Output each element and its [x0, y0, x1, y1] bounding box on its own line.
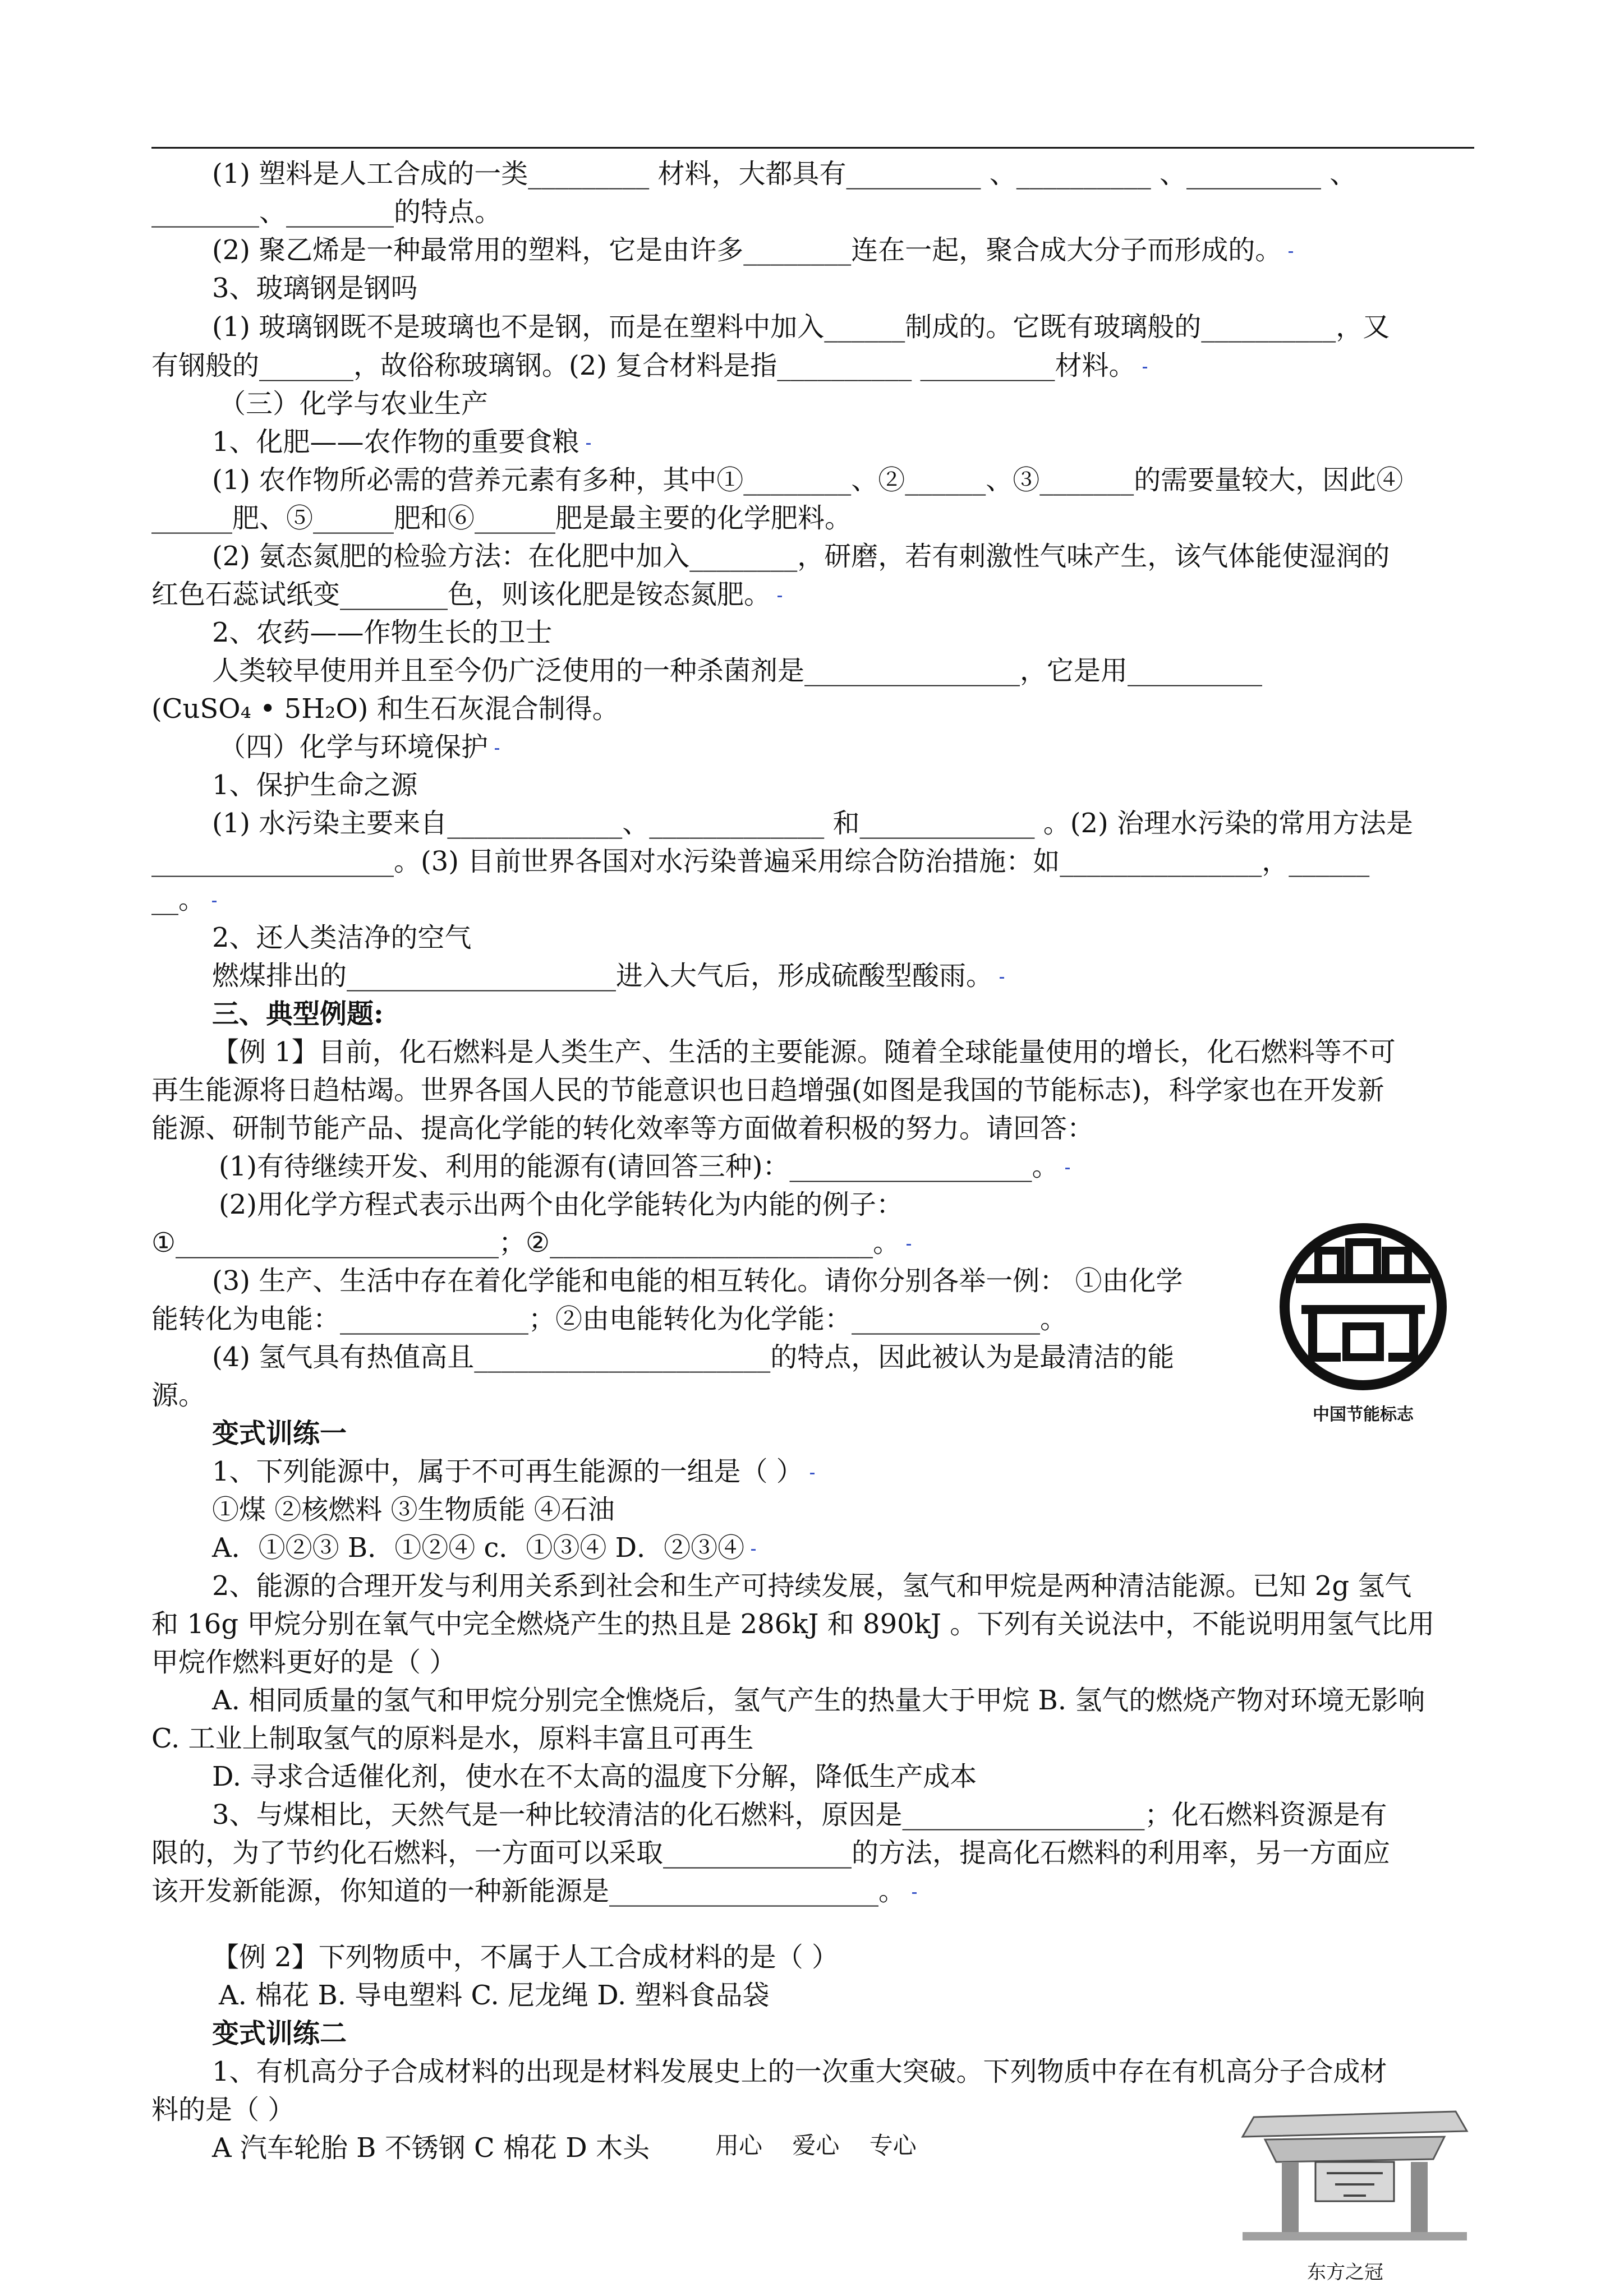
- footer-motto: 用心 爱心 专心: [715, 2132, 917, 2159]
- text-line: 甲烷作燃料更好的是（ ）: [151, 1647, 457, 1678]
- text-line: ①________________________；②________________________。: [151, 1226, 911, 1260]
- text-line: (CuSO₄ • 5H₂O) 和生石灰混合制得。: [151, 693, 619, 725]
- text-line: 1、有机高分子合成材料的出现是材料发展史上的一次重大突破。下列物质中存在有机高分子合成材: [212, 2056, 1387, 2087]
- text-line: 燃煤排出的____________________进入大气后，形成硫酸型酸雨。: [212, 959, 1004, 993]
- text-line: (2) 氨态氮肥的检验方法：在化肥中加入________，研磨，若有刺激性气味产生，该气体能使湿润的: [212, 541, 1390, 572]
- section-heading: 三、典型例题:: [212, 998, 384, 1030]
- text-line: 再生能源将日趋枯竭。世界各国人民的节能意识也日趋增强(如图是我国的节能标志)，科学家也在开发新: [151, 1075, 1384, 1106]
- text-line: A．①②③ B．①②④ c．①③④ D．②③④: [212, 1531, 756, 1565]
- text-line: A. 棉花 B. 导电塑料 C. 尼龙绳 D. 塑料食品袋: [219, 1980, 770, 2011]
- pavilion-image: [1231, 2106, 1478, 2246]
- header-rule: [151, 147, 1474, 149]
- section-heading: 变式训练二: [212, 2018, 347, 2049]
- text-line: (1) 塑料是人工合成的一类_________ 材料，大都具有__________ 、__________ 、__________ 、: [212, 158, 1357, 190]
- text-line: __________________。(3) 目前世界各国对水污染普遍采用综合防治措施：如_______________，______: [151, 846, 1370, 877]
- energy-saving-logo: [1279, 1211, 1447, 1402]
- text-line: ______肥、⑤______肥和⑥______肥是最主要的化学肥料。: [151, 502, 852, 534]
- text-line: (1) 玻璃钢既不是玻璃也不是钢，而是在塑料中加入______制成的。它既有玻璃般的__________，又: [212, 311, 1390, 343]
- text-line: D. 寻求合适催化剂，使水在不太高的温度下分解，降低生产成本: [212, 1761, 977, 1792]
- text-line: 3、玻璃钢是钢吗: [212, 273, 418, 304]
- text-line: 1、保护生命之源: [212, 769, 418, 801]
- text-line: __。: [151, 883, 217, 916]
- text-line: 【例 1】目前，化石燃料是人类生产、生活的主要能源。随着全球能量使用的增长，化石燃料等不可: [212, 1036, 1396, 1068]
- text-line: 1、化肥——农作物的重要食粮: [212, 425, 591, 459]
- text-line: 能源、研制节能产品、提高化学能的转化效率等方面做着积极的努力。请回答：: [151, 1113, 1094, 1144]
- text-line: ________、________的特点。: [151, 196, 502, 228]
- text-line: (1)有待继续开发、利用的能源有(请回答三种)：__________________。: [219, 1150, 1070, 1183]
- text-line: 和 16g 甲烷分别在氧气中完全燃烧产生的热且是 286kJ 和 890kJ 。下列有关说法中，不能说明用氢气比用: [151, 1608, 1435, 1640]
- text-line: 2、农药——作物生长的卫士: [212, 617, 553, 648]
- text-line: 该开发新能源，你知道的一种新能源是____________________。: [151, 1874, 917, 1908]
- text-line: 人类较早使用并且至今仍广泛使用的一种杀菌剂是________________，它是用__________: [212, 655, 1263, 686]
- text-line: 限的，为了节约化石燃料，一方面可以采取______________的方法，提高化石燃料的利用率，另一方面应: [151, 1837, 1391, 1869]
- text-line: (2)用化学方程式表示出两个由化学能转化为内能的例子：: [219, 1189, 903, 1220]
- text-line: 1、下列能源中，属于不可再生能源的一组是（ ）: [212, 1455, 815, 1488]
- text-line: A. 相同质量的氢气和甲烷分别完全憔烧后，氢气产生的热量大于甲烷 B. 氢气的燃烧产物对环境无影响: [212, 1685, 1425, 1716]
- text-line: C. 工业上制取氢气的原料是水，原料丰富且可再生: [151, 1723, 754, 1754]
- text-line: 3、与煤相比，天然气是一种比较清洁的化石燃料，原因是__________________；化石燃料资源是有: [212, 1799, 1387, 1831]
- text-line: (1) 水污染主要来自_____________、_____________ 和_____________ 。(2) 治理水污染的常用方法是: [212, 808, 1414, 839]
- logo-caption: 中国节能标志: [1313, 1405, 1414, 1424]
- pavilion-caption: 东方之冠: [1307, 2261, 1383, 2284]
- section-heading: （三）化学与农业生产: [219, 388, 489, 419]
- text-line: 【例 2】下列物质中，不属于人工合成材料的是（ ）: [212, 1942, 839, 1973]
- text-line: 有钢般的_______，故俗称玻璃钢。(2) 复合材料是指__________ __________材料。: [151, 349, 1147, 382]
- text-line: (3) 生产、生活中存在着化学能和电能的相互转化。请你分别各举一例： ①由化学: [212, 1265, 1183, 1297]
- text-line: 料的是（ ）: [151, 2094, 295, 2126]
- text-line: 2、还人类洁净的空气: [212, 922, 472, 953]
- section-heading: 变式训练一: [212, 1418, 347, 1449]
- text-line: (4) 氢气具有热值高且______________________的特点，因此被认为是最清洁的能: [212, 1341, 1175, 1373]
- text-line: 源。: [151, 1380, 206, 1411]
- text-line: 能转化为电能：______________；②由电能转化为化学能：______________。: [151, 1303, 1068, 1335]
- text-line: ①煤 ②核燃料 ③生物质能 ④石油: [212, 1494, 615, 1525]
- text-line: A 汽车轮胎 B 不锈钢 C 棉花 D 木头: [212, 2132, 650, 2164]
- text-line: (1) 农作物所必需的营养元素有多种，其中①________、②______、③_______的需要量较大，因此④: [212, 464, 1404, 496]
- text-line: (2) 聚乙烯是一种最常用的塑料，它是由许多________连在一起，聚合成大分子而形成的。: [212, 233, 1293, 267]
- section-heading: （四）化学与环境保护: [219, 730, 499, 764]
- text-line: 2、能源的合理开发与利用关系到社会和生产可持续发展，氢气和甲烷是两种清洁能源。已知 2g 氢气: [212, 1570, 1412, 1602]
- text-line: 红色石蕊试纸变________色，则该化肥是铵态氮肥。: [151, 578, 782, 611]
